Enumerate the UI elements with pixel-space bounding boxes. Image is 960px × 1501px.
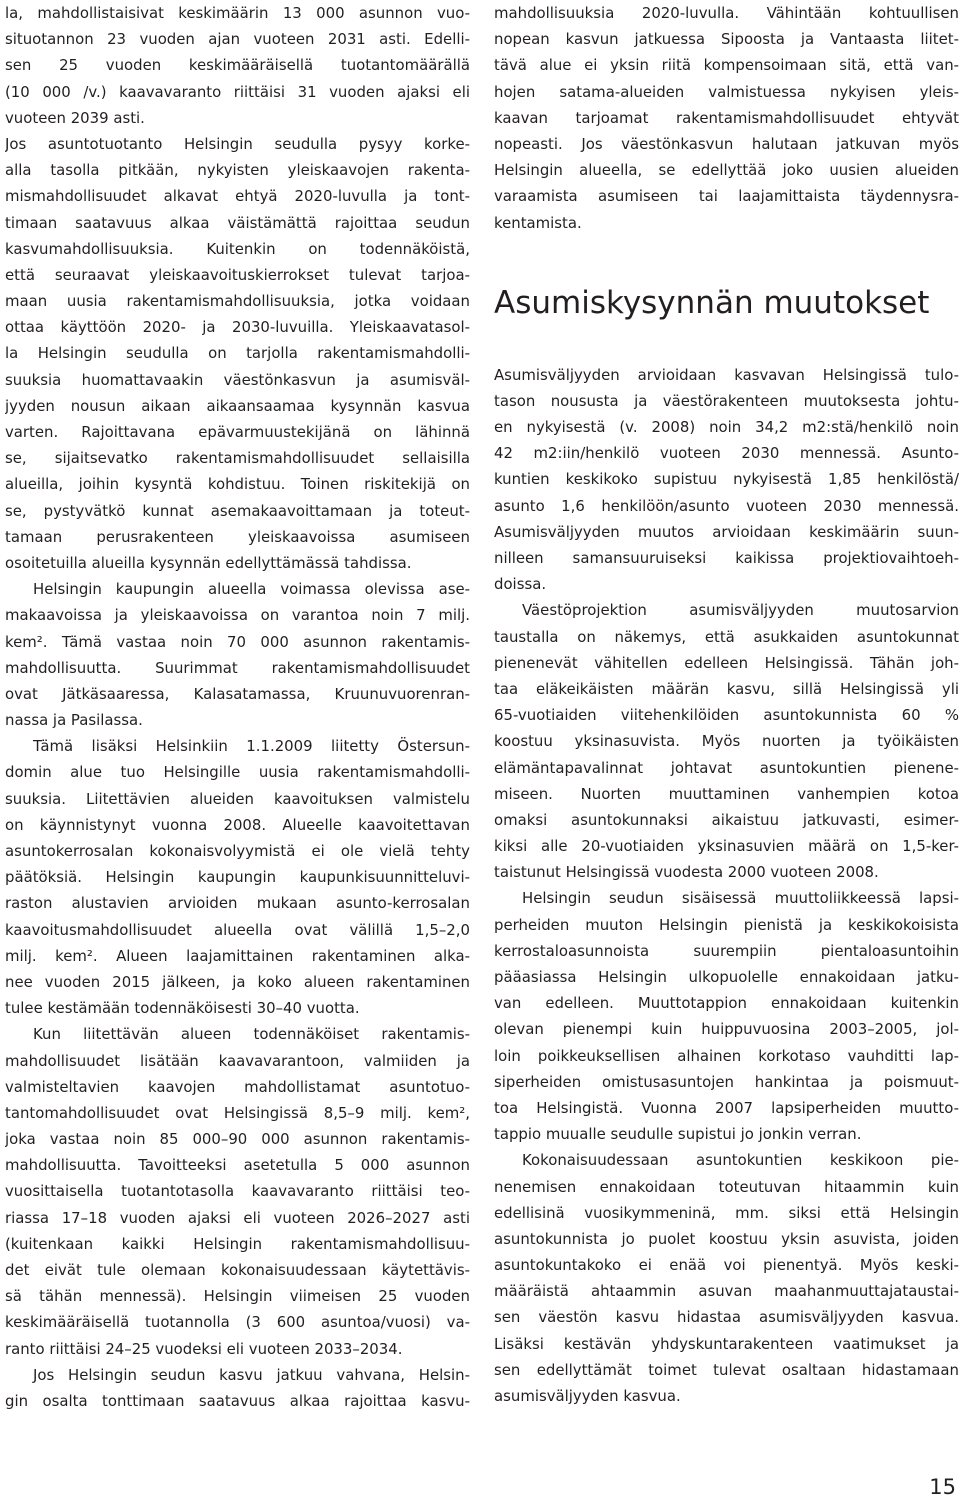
text-line: ottaa käyttöön 2020- ja 2030-luvuilla. Yleiskaavatasol- xyxy=(5,318,470,337)
text-line: mahdollisuutta. Suurimmat rakentamismahdollisuudet xyxy=(5,658,470,677)
text-line: tantomahdollisuudet ovat Helsingissä 8,5–9 milj. kem², xyxy=(5,1103,470,1122)
text-line: situotannon 23 vuoden ajan vuoteen 2031 asti. Edelli- xyxy=(5,30,470,49)
text-line: nee vuoden 2015 jälkeen, ja koko alueen rakentaminen xyxy=(5,972,470,991)
text-line: asumisväljyyden kasvua. xyxy=(494,1387,681,1405)
text-line: Helsingin kaupungin alueella voimassa olevissa ase- xyxy=(33,580,470,599)
text-line: nopeasti. Jos väestönkasvun halutaan jatkuvan myös xyxy=(494,134,959,153)
left-column xyxy=(5,0,470,1414)
text-line: hojen satama-alueiden valmistuessa nykyisen yleis- xyxy=(494,82,959,101)
text-line: van edelleen. Muuttotappion ennakoidaan kuitenkin xyxy=(494,994,959,1013)
text-line: joka vastaa noin 85 000–90 000 asunnon rakentamis- xyxy=(5,1130,470,1149)
text-line: Asumisväljyyden arvioidaan kasvavan Helsingissä tulo- xyxy=(494,365,959,384)
text-line: (kuitenkaan kaikki Helsingin rakentamismahdollisuu- xyxy=(5,1234,470,1253)
text-line: kasvumahdollisuuksia. Kuitenkin on todennäköistä, xyxy=(5,239,470,258)
text-line: kentamista. xyxy=(494,213,582,232)
text-line: taistunut Helsingissä vuodesta 2000 vuoteen 2008. xyxy=(494,863,879,882)
text-line: vuoteen 2039 asti. xyxy=(5,108,145,127)
text-line: keskimääräisellä tuotannolla (3 600 asuntoa/vuosi) va- xyxy=(5,1313,470,1332)
text-line: tappio muualle seudulle supistui jo jonkin verran. xyxy=(494,1125,862,1144)
text-line: vuosittaisella tuotantotasolla kaavavaranto riittäisi teo- xyxy=(5,1182,470,1201)
text-line: Lisäksi kestävän yhdyskuntarakenteen vaatimukset ja xyxy=(494,1334,959,1353)
text-line: taa eläkeikäisten määrän kasvu, sillä Helsingissä yli xyxy=(494,679,959,698)
text-line: alla tasolla pitkään, nykyisten yleiskaavojen rakenta- xyxy=(5,161,470,180)
text-line: mahdollisuutta. Tavoitteeksi asetetulla 5 000 asunnon xyxy=(5,1156,470,1175)
text-line: tason noususta ja väestörakenteen muutoksesta johtu- xyxy=(494,391,959,410)
text-line: timaan saatavuus alkaa väistämättä rajoittaa seudun xyxy=(5,213,470,232)
text-line: kuntien keskikoko supistuu nykyisestä 1,85 henkilöstä/ xyxy=(494,470,959,489)
text-line: päätöksiä. Helsingin kaupungin kaupunkisuunnitteluvi- xyxy=(5,868,470,887)
text-line: asunto 1,6 henkilöön/asunto vuoteen 2030 mennessä. xyxy=(494,496,959,515)
text-line: koostuu yksinasuvista. Myös nuorten ja työikäisten xyxy=(494,732,959,751)
text-line: olevan pienempi kuin huippuvuosina 2003–2005, jol- xyxy=(494,1020,959,1039)
text-line: raston alustavien arvioiden mukaan asunto-kerrosalan xyxy=(5,894,470,913)
text-line: kaavan tarjoamat rakentamismahdollisuudet ehtyvät xyxy=(494,108,959,127)
text-line: doissa. xyxy=(494,575,547,594)
text-line: nilleen samansuuruiseksi kaikissa projektiovaihtoeh- xyxy=(494,549,959,567)
text-line: osoitetuilla alueilla kysynnän edellyttämässä tahdissa. xyxy=(5,553,412,572)
text-line: taustalla on näkemys, että asukkaiden asuntokunnat xyxy=(494,627,959,646)
text-line: kerrostaloasunnoista suurempiin pientaloasuntoihin xyxy=(494,941,959,960)
text-line: loin poikkeuksellisen alhainen korkotaso vauhditti lap- xyxy=(494,1046,959,1065)
text-line: jyyden nousun aikaan aikaansaamaa kysynnän kasvua xyxy=(5,396,470,415)
text-line: suuksia huomattavaakin väestönkasvun ja asumisväl- xyxy=(5,370,470,389)
right-column xyxy=(494,0,959,1409)
text-line: omaksi asuntokunnaksi aikaistuu jatkuvasti, esimer- xyxy=(494,810,959,829)
text-line: ranto riittäisi 24–25 vuodeksi eli vuoteen 2033–2034. xyxy=(5,1339,403,1358)
text-line: asuntokunnista jo puolet koostuu yksin asuvista, joiden xyxy=(494,1229,959,1248)
text-line: alueilla, joihin kysyntä kohdistuu. Toinen riskitekijä on xyxy=(5,475,470,494)
text-line: nopean kasvun jatkuessa Sipoosta ja Vantaasta liitet- xyxy=(494,30,959,49)
text-line: pääasiassa Helsingin ulkopuolelle ennakoidaan jatku- xyxy=(494,968,959,986)
text-line: makaavoissa ja yleiskaavoissa on varantoa noin 7 milj. xyxy=(5,606,470,625)
text-line: Väestöprojektion asumisväljyyden muutosarvion xyxy=(522,601,959,620)
text-line: perheiden muuton Helsingin pienistä ja keskikokoisista xyxy=(494,915,959,934)
text-line: siperheiden omistusasuntojen hankintaa ja poismuut- xyxy=(494,1072,959,1091)
text-line: tulee kestämään todennäköisesti 30–40 vuotta. xyxy=(5,999,360,1018)
text-line: asuntokuntakoko ei enää voi pienentyä. Myös keski- xyxy=(494,1256,959,1275)
text-line: että seuraavat yleiskaavoituskierrokset tulevat tarjoa- xyxy=(5,265,470,284)
text-line: Helsingin alueella, se edellyttää joko uusien alueiden xyxy=(494,161,959,180)
text-line: miseen. Nuorten muuttaminen vanhempien kotoa xyxy=(494,784,959,803)
text-line: riassa 17–18 vuoden ajaksi eli vuoteen 2026–2027 asti xyxy=(5,1208,470,1227)
text-line: nassa ja Pasilassa. xyxy=(5,711,143,730)
text-line: tamaan perusrakenteen yleiskaavoissa asumiseen xyxy=(5,527,470,546)
text-line: mahdollisuuksia 2020-luvulla. Vähintään kohtuullisen xyxy=(494,4,959,22)
text-line: la Helsingin seudulla on tarjolla rakentamismahdolli- xyxy=(5,344,470,363)
text-line: se, pystyvätkö kunnat asemakaavoittamaan ja toteut- xyxy=(5,501,470,520)
text-line: maan uusia rakentamismahdollisuuksia, jotka voidaan xyxy=(5,292,470,311)
text-line: suuksia. Liitettävien alueiden kaavoituksen valmistelu xyxy=(5,789,470,808)
text-line: mismahdollisuudet alkavat ehtyä 2020-luvulla ja tont- xyxy=(5,187,470,206)
text-line: sen väestön kasvu hidastaa asumisväljyyden kasvua. xyxy=(494,1308,959,1327)
text-line: det eivät tule olemaan kokonaisuudessaan käytettävis- xyxy=(5,1261,470,1279)
text-line: edellisinä vuosikymmeninä, mm. siksi että Helsingin xyxy=(494,1203,959,1222)
text-line: milj. kem². Alueen laajamittainen rakentaminen alka- xyxy=(5,946,470,965)
text-line: varten. Rajoittavana epävarmuustekijänä on lähinnä xyxy=(5,423,470,441)
text-line: Tämä lisäksi Helsinkiin 1.1.2009 liitetty Östersun- xyxy=(33,737,470,756)
text-line: se, sijaitsevatko rakentamismahdollisuudet sellaisilla xyxy=(5,449,470,468)
text-line: tävä alue ei yksin riitä kompensoimaan sitä, että van- xyxy=(494,56,959,75)
text-line: gin osalta tonttimaan saatavuus alkaa rajoittaa kasvu- xyxy=(5,1391,470,1410)
text-line: Asumisväljyyden muutos arvioidaan keskimäärin suun- xyxy=(494,522,959,541)
right-column-top-text xyxy=(494,0,959,236)
text-line: nenemisen ennakoidaan toteutuvan hitaammin kuin xyxy=(494,1177,959,1196)
text-line: pienenevät vähitellen edelleen Helsingissä. Tähän joh- xyxy=(494,653,959,672)
text-line: valmisteltavien kaavojen mahdollistamat asuntotuo- xyxy=(5,1077,470,1096)
text-line: sen edellyttämät toimet tulevat osaltaan hidastamaan xyxy=(494,1360,959,1379)
text-line: Helsingin seudun sisäisessä muuttoliikkeessä lapsi- xyxy=(522,889,959,908)
text-line: kiksi alle 20-vuotiaiden yksinasuvien määrä on 1,5-ker- xyxy=(494,837,959,856)
text-line: kem². Tämä vastaa noin 70 000 asunnon rakentamis- xyxy=(5,632,470,651)
text-line: 42 m2:iin/henkilö vuoteen 2030 mennessä. Asunto- xyxy=(494,444,959,463)
text-line: elämäntapavalinnat johtavat asuntokuntien pienene- xyxy=(494,758,959,777)
text-line: (10 000 /v.) kaavavaranto riittäisi 31 vuoden ajaksi eli xyxy=(5,82,470,101)
text-line: sä tähän mennessä). Helsingin viimeisen 25 vuoden xyxy=(5,1287,470,1306)
text-line: Kokonaisuudessaan asuntokuntien keskikoon pie- xyxy=(522,1151,959,1170)
text-line: määräistä ahtaammin asuvan maahanmuuttajataustai- xyxy=(494,1282,959,1301)
text-line: kaavoitusmahdollisuudet alueella ovat välillä 1,5–2,0 xyxy=(5,920,470,939)
right-column-bottom-text xyxy=(494,362,959,1410)
text-line: Kun liitettävän alueen todennäköiset rakentamis- xyxy=(33,1025,470,1044)
text-line: varaamista asumiseen tai laajamittaista täydennysra- xyxy=(494,187,959,206)
text-line: domin alue tuo Helsingille uusia rakentamismahdolli- xyxy=(5,763,470,782)
page-number: 15 xyxy=(929,1475,956,1499)
text-line: en nykyisestä (v. 2008) noin 34,2 m2:stä/henkilö noin xyxy=(494,418,959,437)
text-line: 65-vuotiaiden viitehenkilöiden asuntokunnista 60 % xyxy=(494,706,959,725)
text-line: mahdollisuudet lisätään kaavavarantoon, valmiiden ja xyxy=(5,1051,470,1070)
text-line: on käynnistynyt vuonna 2008. Alueelle kaavoitettavan xyxy=(5,815,470,834)
text-line: sen 25 vuoden keskimääräisellä tuotantomäärällä xyxy=(5,56,470,75)
text-line: la, mahdollistaisivat keskimäärin 13 000 asunnon vuo- xyxy=(5,4,470,22)
text-line: Jos asuntotuotanto Helsingin seudulla pysyy korke- xyxy=(5,134,470,153)
text-line: ovat Jätkäsaaressa, Kalasatamassa, Kruunuvuorenran- xyxy=(5,684,470,703)
text-line: asuntokerrosalan kokonaisvolyymistä ei ole vielä tehty xyxy=(5,842,470,860)
text-line: toa Helsingistä. Vuonna 2007 lapsiperheiden muutto- xyxy=(494,1098,959,1117)
section-heading: Asumiskysynnän muutokset xyxy=(494,284,930,321)
text-line: Jos Helsingin seudun kasvu jatkuu vahvana, Helsin- xyxy=(33,1365,470,1384)
